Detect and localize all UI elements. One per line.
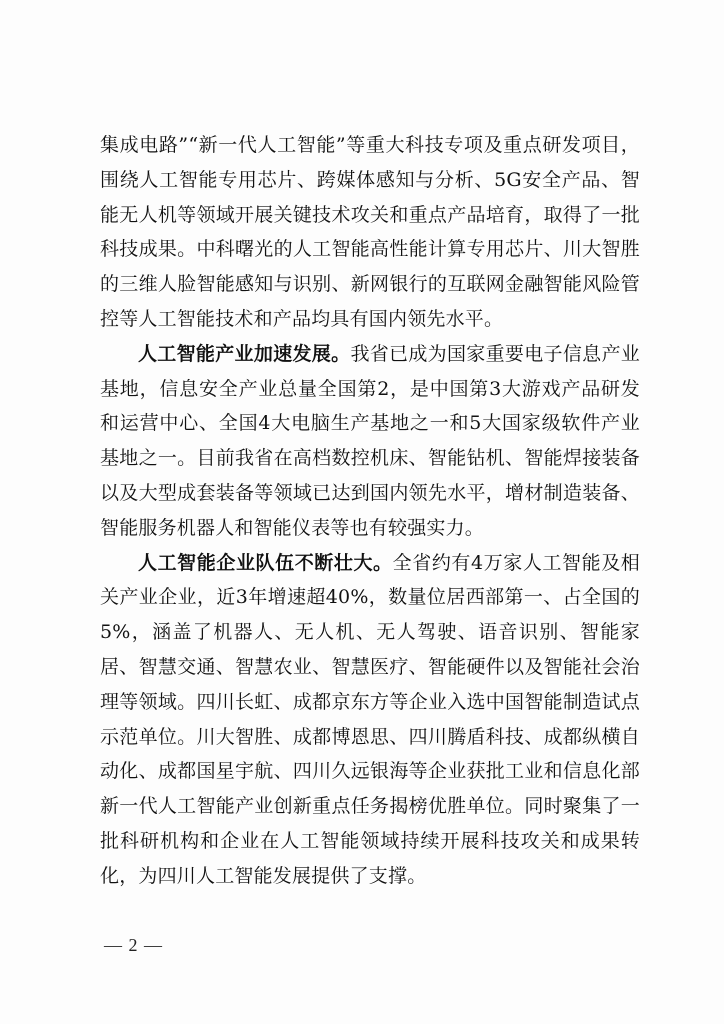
paragraph-2-heading: 人工智能产业加速发展。 — [138, 342, 351, 365]
paragraph-1-text: 集成电路”“新一代人工智能”等重大科技专项及重点研发项目，围绕人工智能专用芯片、跨媒体感知与分析、5G安全产品、智能无人机等领域开展关键技术攻关和重点产品培育，取得了一批科技成果。中科曙光的人工智能高性能计算专用芯片、川大智胜的三维人脸智能感知与识别、新网银行的互联网金融智能风险管控等人工智能技术和产品均具有国内领先水平。 — [100, 134, 640, 330]
paragraph-3-heading: 人工智能企业队伍不断壮大。 — [138, 551, 393, 574]
paragraph-3-text: 全省约有4万家人工智能及相关产业企业，近3年增速超40%，数量位居西部第一、占全国的5%，涵盖了机器人、无人机、无人驾驶、语音识别、智能家居、智慧交通、智慧农业、智慧医疗、智能硬件以及智能社会治理等领域。四川长虹、成都京东方等企业入选中国智能制造试点示范单位。川大智胜、成都博恩思、四川腾盾科技、成都纵横自动化、成都国星宇航、四川久远银海等企业获批工业和信息化部新一代人工智能产业创新重点任务揭榜优胜单位。同时聚集了一批科研机构和企业在人工智能领域持续开展科技攻关和成果转化，为四川人工智能发展提供了支撑。 — [100, 551, 640, 887]
paragraph-continuation — [100, 128, 640, 337]
document-body — [100, 128, 640, 894]
paragraph-industry-development — [100, 337, 640, 546]
paragraph-enterprise-growth — [100, 546, 640, 894]
paragraph-2-text: 我省已成为国家重要电子信息产业基地，信息安全产业总量全国第2，是中国第3大游戏产品研发和运营中心、全国4大电脑生产基地之一和5大国家级软件产业基地之一。目前我省在高档数控机床、智能钻机、智能焊接装备以及大型成套装备等领域已达到国内领先水平，增材制造装备、智能服务机器人和智能仪表等也有较强实力。 — [100, 342, 640, 539]
page-number: — 2 — — [104, 935, 163, 955]
